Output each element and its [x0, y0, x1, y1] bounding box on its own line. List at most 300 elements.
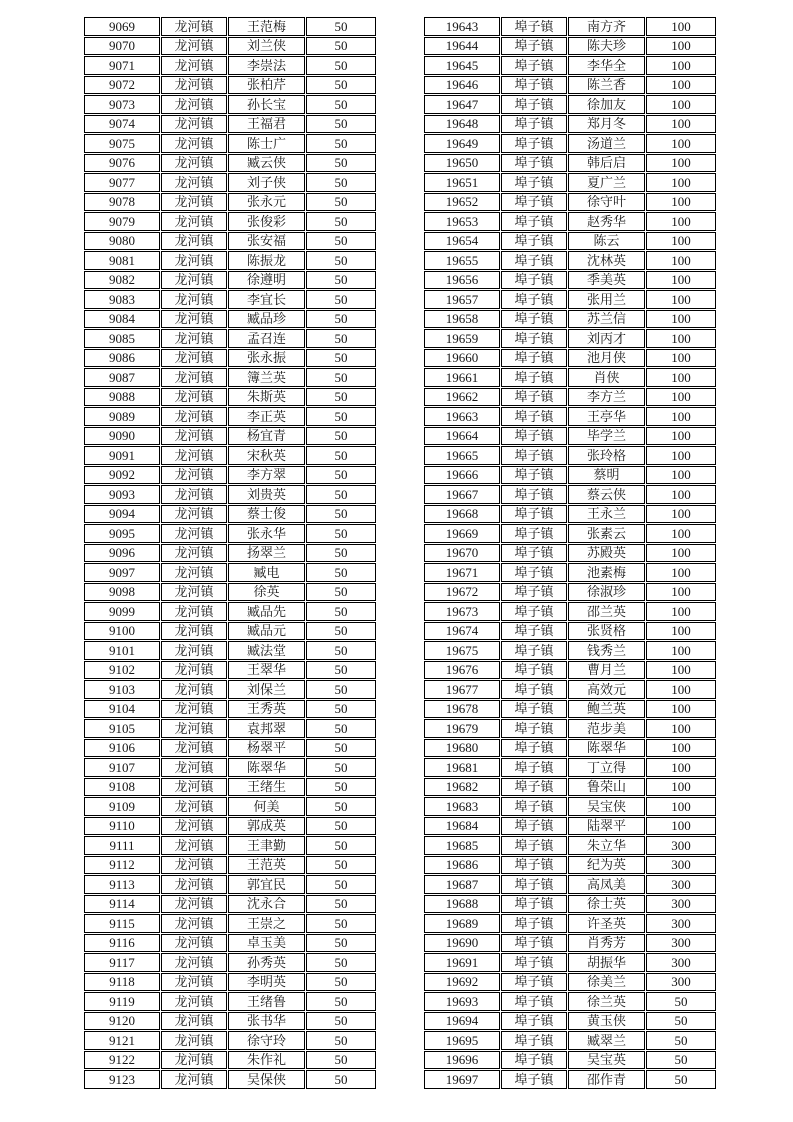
amount-cell: 50	[306, 251, 376, 270]
table-row	[84, 427, 376, 446]
id-cell: 19682	[424, 778, 500, 797]
id-cell: 19690	[424, 934, 500, 953]
id-cell: 19658	[424, 310, 500, 329]
name-cell: 王崇之	[228, 914, 305, 933]
town-cell: 埠子镇	[501, 173, 567, 192]
name-cell: 蔡士俊	[228, 505, 305, 524]
amount-cell: 100	[646, 115, 716, 134]
name-cell: 王翠华	[228, 661, 305, 680]
town-cell: 龙河镇	[161, 934, 227, 953]
table-row	[84, 407, 376, 426]
table-row	[424, 1012, 716, 1031]
amount-cell: 100	[646, 427, 716, 446]
amount-cell: 50	[306, 797, 376, 816]
name-cell: 许圣英	[568, 914, 645, 933]
name-cell: 张用兰	[568, 290, 645, 309]
town-cell: 龙河镇	[161, 895, 227, 914]
town-cell: 龙河镇	[161, 836, 227, 855]
name-cell: 刘保兰	[228, 680, 305, 699]
amount-cell: 50	[306, 700, 376, 719]
table-row	[84, 836, 376, 855]
id-cell: 9113	[84, 875, 160, 894]
name-cell: 蔡明	[568, 466, 645, 485]
amount-cell: 50	[306, 719, 376, 738]
town-cell: 埠子镇	[501, 329, 567, 348]
table-row	[84, 271, 376, 290]
table-row	[424, 661, 716, 680]
table-row	[84, 310, 376, 329]
id-cell: 9079	[84, 212, 160, 231]
id-cell: 19668	[424, 505, 500, 524]
table-row	[424, 329, 716, 348]
id-cell: 19686	[424, 856, 500, 875]
town-cell: 埠子镇	[501, 661, 567, 680]
town-cell: 埠子镇	[501, 934, 567, 953]
table-row	[84, 739, 376, 758]
table-row	[84, 1012, 376, 1031]
town-cell: 埠子镇	[501, 1031, 567, 1050]
name-cell: 池素梅	[568, 563, 645, 582]
table-row	[424, 973, 716, 992]
id-cell: 19679	[424, 719, 500, 738]
table-row	[84, 817, 376, 836]
name-cell: 李方翠	[228, 466, 305, 485]
table-row	[424, 895, 716, 914]
town-cell: 埠子镇	[501, 1012, 567, 1031]
town-cell: 龙河镇	[161, 485, 227, 504]
town-cell: 龙河镇	[161, 953, 227, 972]
id-cell: 19677	[424, 680, 500, 699]
name-cell: 南方齐	[568, 17, 645, 36]
name-cell: 郑月冬	[568, 115, 645, 134]
name-cell: 黄玉侠	[568, 1012, 645, 1031]
town-cell: 埠子镇	[501, 310, 567, 329]
name-cell: 高凤美	[568, 875, 645, 894]
town-cell: 龙河镇	[161, 914, 227, 933]
id-cell: 19652	[424, 193, 500, 212]
amount-cell: 100	[646, 310, 716, 329]
table-row	[84, 973, 376, 992]
town-cell: 龙河镇	[161, 76, 227, 95]
table-row	[424, 76, 716, 95]
name-cell: 陈翠华	[568, 739, 645, 758]
id-cell: 19646	[424, 76, 500, 95]
amount-cell: 50	[306, 602, 376, 621]
id-cell: 19666	[424, 466, 500, 485]
amount-cell: 100	[646, 290, 716, 309]
table-row	[84, 622, 376, 641]
table-row	[424, 446, 716, 465]
name-cell: 刘兰侠	[228, 37, 305, 56]
table-row	[424, 836, 716, 855]
amount-cell: 50	[306, 758, 376, 777]
amount-cell: 50	[306, 1031, 376, 1050]
id-cell: 19650	[424, 154, 500, 173]
town-cell: 龙河镇	[161, 700, 227, 719]
name-cell: 范步美	[568, 719, 645, 738]
town-cell: 埠子镇	[501, 914, 567, 933]
table-row	[424, 466, 716, 485]
id-cell: 9092	[84, 466, 160, 485]
id-cell: 19683	[424, 797, 500, 816]
amount-cell: 50	[306, 485, 376, 504]
table-row	[424, 758, 716, 777]
name-cell: 张书华	[228, 1012, 305, 1031]
table-row	[424, 173, 716, 192]
name-cell: 苏兰信	[568, 310, 645, 329]
name-cell: 徐守玲	[228, 1031, 305, 1050]
amount-cell: 50	[306, 368, 376, 387]
table-row	[424, 407, 716, 426]
name-cell: 刘丙才	[568, 329, 645, 348]
name-cell: 鲍兰英	[568, 700, 645, 719]
amount-cell: 50	[306, 173, 376, 192]
town-cell: 埠子镇	[501, 17, 567, 36]
id-cell: 19664	[424, 427, 500, 446]
table-row	[84, 154, 376, 173]
table-row	[84, 1070, 376, 1089]
town-cell: 龙河镇	[161, 446, 227, 465]
amount-cell: 100	[646, 95, 716, 114]
table-row	[84, 992, 376, 1011]
id-cell: 19673	[424, 602, 500, 621]
amount-cell: 50	[306, 290, 376, 309]
amount-cell: 100	[646, 797, 716, 816]
table-row	[424, 739, 716, 758]
id-cell: 9094	[84, 505, 160, 524]
name-cell: 杨宜青	[228, 427, 305, 446]
id-cell: 19657	[424, 290, 500, 309]
id-cell: 19662	[424, 388, 500, 407]
id-cell: 19655	[424, 251, 500, 270]
id-cell: 9090	[84, 427, 160, 446]
town-cell: 埠子镇	[501, 739, 567, 758]
name-cell: 丁立得	[568, 758, 645, 777]
name-cell: 臧品元	[228, 622, 305, 641]
amount-cell: 100	[646, 368, 716, 387]
amount-cell: 100	[646, 76, 716, 95]
table-row	[424, 251, 716, 270]
name-cell: 张玲格	[568, 446, 645, 465]
table-row	[424, 134, 716, 153]
town-cell: 埠子镇	[501, 368, 567, 387]
amount-cell: 50	[306, 310, 376, 329]
name-cell: 邵作青	[568, 1070, 645, 1089]
id-cell: 19653	[424, 212, 500, 231]
table-row	[84, 1031, 376, 1050]
id-cell: 9069	[84, 17, 160, 36]
town-cell: 埠子镇	[501, 505, 567, 524]
town-cell: 埠子镇	[501, 95, 567, 114]
amount-cell: 100	[646, 602, 716, 621]
name-cell: 张安福	[228, 232, 305, 251]
table-row	[424, 914, 716, 933]
table-row	[424, 388, 716, 407]
id-cell: 9099	[84, 602, 160, 621]
name-cell: 王绪鲁	[228, 992, 305, 1011]
name-cell: 邵兰英	[568, 602, 645, 621]
name-cell: 陈夫珍	[568, 37, 645, 56]
table-row	[424, 368, 716, 387]
town-cell: 埠子镇	[501, 641, 567, 660]
table-row	[424, 154, 716, 173]
amount-cell: 50	[306, 817, 376, 836]
name-cell: 王秀英	[228, 700, 305, 719]
name-cell: 高效元	[568, 680, 645, 699]
name-cell: 肖秀芳	[568, 934, 645, 953]
amount-cell: 50	[306, 641, 376, 660]
amount-cell: 50	[306, 95, 376, 114]
id-cell: 19681	[424, 758, 500, 777]
table-row	[84, 388, 376, 407]
amount-cell: 100	[646, 193, 716, 212]
table-row	[424, 992, 716, 1011]
id-cell: 19660	[424, 349, 500, 368]
id-cell: 19693	[424, 992, 500, 1011]
id-cell: 9080	[84, 232, 160, 251]
amount-cell: 100	[646, 700, 716, 719]
table-row	[424, 778, 716, 797]
table-row	[424, 544, 716, 563]
amount-cell: 100	[646, 778, 716, 797]
amount-cell: 100	[646, 505, 716, 524]
table-row	[84, 797, 376, 816]
town-cell: 龙河镇	[161, 1070, 227, 1089]
town-cell: 龙河镇	[161, 329, 227, 348]
amount-cell: 100	[646, 466, 716, 485]
id-cell: 19663	[424, 407, 500, 426]
name-cell: 沈永合	[228, 895, 305, 914]
town-cell: 埠子镇	[501, 154, 567, 173]
name-cell: 曹月兰	[568, 661, 645, 680]
table-row	[84, 76, 376, 95]
id-cell: 9120	[84, 1012, 160, 1031]
name-cell: 徐美兰	[568, 973, 645, 992]
table-row	[84, 115, 376, 134]
table-row	[424, 563, 716, 582]
amount-cell: 50	[306, 154, 376, 173]
town-cell: 埠子镇	[501, 973, 567, 992]
amount-cell: 50	[306, 1070, 376, 1089]
town-cell: 埠子镇	[501, 836, 567, 855]
town-cell: 埠子镇	[501, 232, 567, 251]
table-row	[84, 934, 376, 953]
amount-cell: 100	[646, 563, 716, 582]
id-cell: 9072	[84, 76, 160, 95]
town-cell: 龙河镇	[161, 622, 227, 641]
id-cell: 9115	[84, 914, 160, 933]
id-cell: 9077	[84, 173, 160, 192]
amount-cell: 50	[306, 271, 376, 290]
amount-cell: 50	[306, 524, 376, 543]
town-cell: 龙河镇	[161, 505, 227, 524]
name-cell: 刘子侠	[228, 173, 305, 192]
name-cell: 王范英	[228, 856, 305, 875]
id-cell: 9095	[84, 524, 160, 543]
amount-cell: 50	[306, 953, 376, 972]
id-cell: 19687	[424, 875, 500, 894]
id-cell: 19695	[424, 1031, 500, 1050]
table-row	[424, 193, 716, 212]
name-cell: 李宜长	[228, 290, 305, 309]
table-row	[84, 875, 376, 894]
id-cell: 19643	[424, 17, 500, 36]
table-row	[424, 95, 716, 114]
amount-cell: 50	[306, 973, 376, 992]
amount-cell: 100	[646, 739, 716, 758]
table-row	[424, 1070, 716, 1089]
amount-cell: 50	[306, 583, 376, 602]
table-row	[84, 680, 376, 699]
amount-cell: 100	[646, 134, 716, 153]
town-cell: 埠子镇	[501, 466, 567, 485]
town-cell: 埠子镇	[501, 719, 567, 738]
name-cell: 吴宝英	[568, 1051, 645, 1070]
table-row	[84, 505, 376, 524]
id-cell: 9119	[84, 992, 160, 1011]
id-cell: 19649	[424, 134, 500, 153]
name-cell: 朱作礼	[228, 1051, 305, 1070]
amount-cell: 50	[306, 505, 376, 524]
town-cell: 埠子镇	[501, 1051, 567, 1070]
amount-cell: 50	[306, 193, 376, 212]
amount-cell: 50	[306, 115, 376, 134]
town-cell: 龙河镇	[161, 817, 227, 836]
table-row	[424, 953, 716, 972]
id-cell: 9114	[84, 895, 160, 914]
name-cell: 陈翠华	[228, 758, 305, 777]
town-cell: 龙河镇	[161, 310, 227, 329]
amount-cell: 50	[306, 446, 376, 465]
id-cell: 9106	[84, 739, 160, 758]
table-row	[424, 700, 716, 719]
amount-cell: 100	[646, 212, 716, 231]
table-row	[84, 232, 376, 251]
town-cell: 龙河镇	[161, 875, 227, 894]
amount-cell: 100	[646, 583, 716, 602]
amount-cell: 50	[646, 1031, 716, 1050]
name-cell: 李方兰	[568, 388, 645, 407]
town-cell: 龙河镇	[161, 583, 227, 602]
town-cell: 埠子镇	[501, 485, 567, 504]
town-cell: 埠子镇	[501, 524, 567, 543]
table-row	[424, 622, 716, 641]
amount-cell: 50	[306, 329, 376, 348]
id-cell: 9107	[84, 758, 160, 777]
id-cell: 9082	[84, 271, 160, 290]
id-cell: 19675	[424, 641, 500, 660]
table-row	[424, 271, 716, 290]
town-cell: 龙河镇	[161, 524, 227, 543]
table-row	[424, 17, 716, 36]
amount-cell: 50	[306, 563, 376, 582]
id-cell: 9084	[84, 310, 160, 329]
name-cell: 簿兰英	[228, 368, 305, 387]
name-cell: 臧翠兰	[568, 1031, 645, 1050]
town-cell: 埠子镇	[501, 56, 567, 75]
name-cell: 孟召连	[228, 329, 305, 348]
id-cell: 9109	[84, 797, 160, 816]
town-cell: 龙河镇	[161, 212, 227, 231]
town-cell: 埠子镇	[501, 758, 567, 777]
id-cell: 9118	[84, 973, 160, 992]
id-cell: 19670	[424, 544, 500, 563]
id-cell: 19694	[424, 1012, 500, 1031]
table-row	[424, 719, 716, 738]
name-cell: 纪为英	[568, 856, 645, 875]
id-cell: 9097	[84, 563, 160, 582]
name-cell: 胡振华	[568, 953, 645, 972]
amount-cell: 300	[646, 973, 716, 992]
amount-cell: 100	[646, 446, 716, 465]
town-cell: 埠子镇	[501, 992, 567, 1011]
id-cell: 9101	[84, 641, 160, 660]
town-cell: 埠子镇	[501, 778, 567, 797]
table-row	[84, 56, 376, 75]
amount-cell: 50	[306, 622, 376, 641]
table-row	[424, 349, 716, 368]
town-cell: 龙河镇	[161, 856, 227, 875]
town-cell: 龙河镇	[161, 173, 227, 192]
id-cell: 9102	[84, 661, 160, 680]
town-cell: 龙河镇	[161, 134, 227, 153]
name-cell: 张永华	[228, 524, 305, 543]
id-cell: 19656	[424, 271, 500, 290]
amount-cell: 50	[306, 349, 376, 368]
name-cell: 陈兰香	[568, 76, 645, 95]
amount-cell: 50	[306, 407, 376, 426]
name-cell: 李华全	[568, 56, 645, 75]
id-cell: 9112	[84, 856, 160, 875]
id-cell: 19674	[424, 622, 500, 641]
town-cell: 龙河镇	[161, 388, 227, 407]
name-cell: 朱斯英	[228, 388, 305, 407]
town-cell: 埠子镇	[501, 700, 567, 719]
table-row	[84, 602, 376, 621]
amount-cell: 100	[646, 544, 716, 563]
town-cell: 龙河镇	[161, 1051, 227, 1070]
town-cell: 埠子镇	[501, 115, 567, 134]
name-cell: 王亭华	[568, 407, 645, 426]
table-row	[84, 251, 376, 270]
town-cell: 埠子镇	[501, 251, 567, 270]
name-cell: 徐守叶	[568, 193, 645, 212]
name-cell: 王福君	[228, 115, 305, 134]
name-cell: 张俊彩	[228, 212, 305, 231]
town-cell: 龙河镇	[161, 17, 227, 36]
amount-cell: 300	[646, 914, 716, 933]
right-payment-table	[423, 16, 717, 1090]
id-cell: 19647	[424, 95, 500, 114]
id-cell: 9104	[84, 700, 160, 719]
name-cell: 徐英	[228, 583, 305, 602]
amount-cell: 50	[306, 56, 376, 75]
table-row	[84, 173, 376, 192]
town-cell: 埠子镇	[501, 875, 567, 894]
town-cell: 龙河镇	[161, 1012, 227, 1031]
amount-cell: 100	[646, 661, 716, 680]
amount-cell: 50	[306, 778, 376, 797]
amount-cell: 50	[306, 17, 376, 36]
id-cell: 9108	[84, 778, 160, 797]
amount-cell: 50	[306, 914, 376, 933]
name-cell: 臧云侠	[228, 154, 305, 173]
amount-cell: 300	[646, 856, 716, 875]
amount-cell: 50	[646, 1012, 716, 1031]
name-cell: 赵秀华	[568, 212, 645, 231]
amount-cell: 50	[306, 134, 376, 153]
town-cell: 龙河镇	[161, 368, 227, 387]
